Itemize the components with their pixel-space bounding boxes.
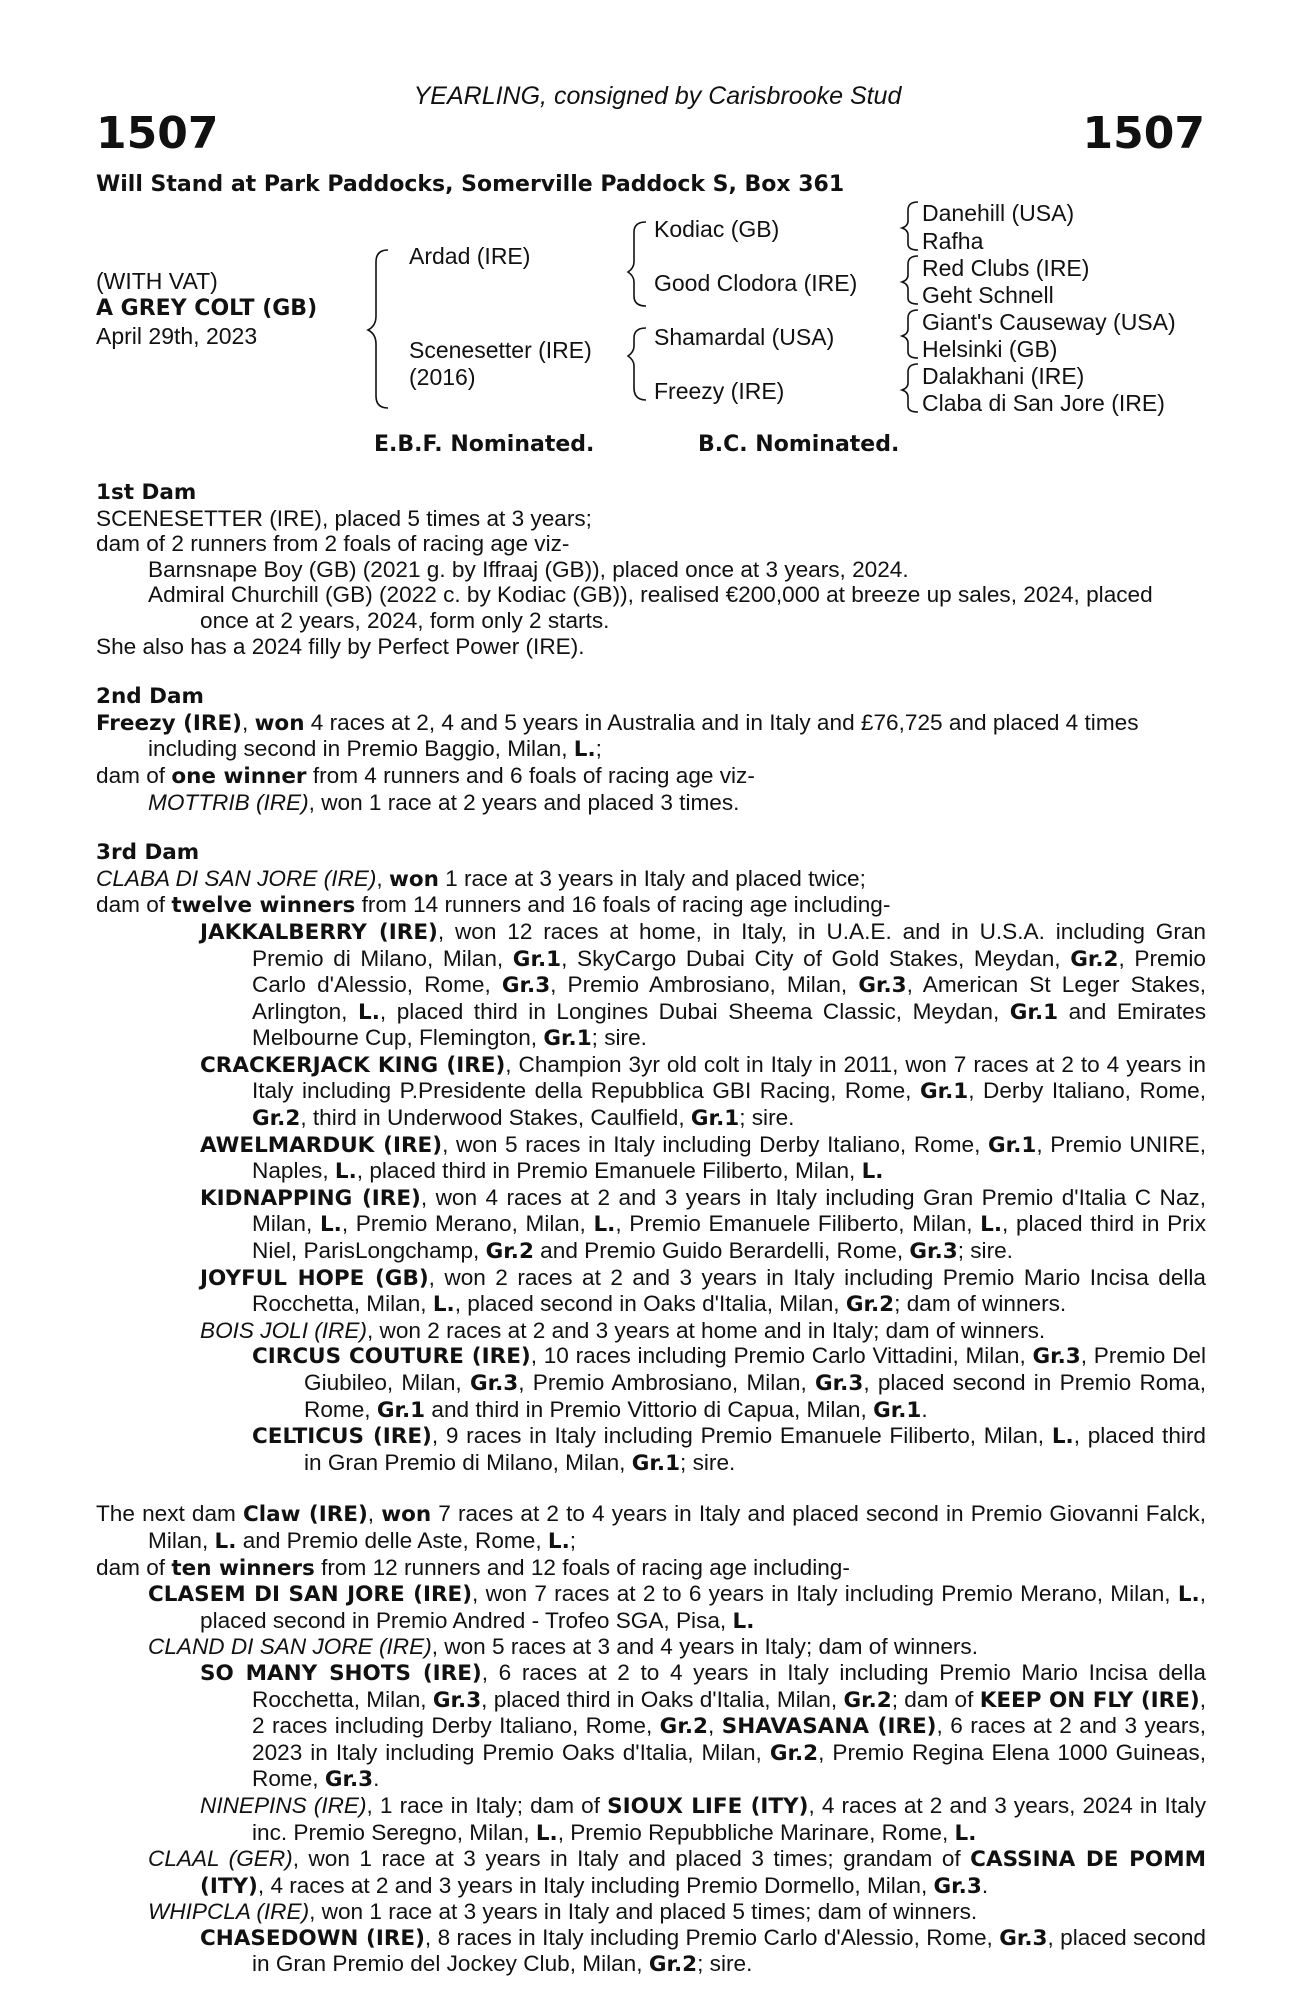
bold-run: CELTICUS (IRE) (252, 1424, 432, 1450)
bold-run: CIRCUS COUTURE (IRE) (252, 1344, 531, 1370)
family-entry (96, 1343, 1206, 1423)
bold-run: Gr.2 (485, 1239, 534, 1265)
text-run: , placed second in Premio Andred - Trofeo SGA, Pisa, (200, 1581, 1206, 1633)
text-run: . (981, 1872, 989, 1898)
family-entry (96, 1793, 1206, 1846)
bold-run: L. (334, 1159, 357, 1185)
text-run: , (242, 709, 255, 735)
bc-nomination: B.C. Nominated. (698, 432, 900, 457)
family-entry (96, 919, 1206, 1052)
text-run: , SkyCargo Dubai City of Gold Stakes, Meydan, (561, 945, 1071, 971)
pedigree-brackets (0, 0, 1315, 430)
bold-run: Gr.1 (543, 1026, 592, 1052)
foaling-date: April 29th, 2023 (96, 323, 258, 349)
text-run: 1 race at 3 years in Italy and placed twice; (438, 865, 866, 891)
consignment-line: YEARLING, consigned by Carisbrooke Stud (413, 82, 902, 110)
bold-run: Gr.3 (501, 973, 551, 999)
bold-run: Gr.1 (512, 946, 562, 972)
text-run: from 4 runners and 6 foals of racing age viz- (306, 762, 755, 788)
bold-run: Gr.1 (376, 1397, 426, 1423)
text-run: , third in Underwood Stakes, Caulfield, (300, 1105, 691, 1131)
gg-7: Dalakhani (IRE) (922, 363, 1085, 389)
text-run: from 14 runners and 16 foals of racing age including- (355, 892, 891, 918)
section-gap (96, 815, 1206, 840)
bold-run: L. (1051, 1424, 1074, 1450)
family-entry (96, 634, 1206, 660)
section-gap (96, 1476, 1206, 1501)
family-entry (96, 1634, 1206, 1660)
vat-note: (WITH VAT) (96, 268, 218, 294)
text-run: , (707, 1713, 722, 1739)
bold-run: ten winners (171, 1555, 315, 1581)
bold-run: Gr.1 (631, 1450, 681, 1476)
text-run: , 1 race in Italy; dam of (366, 1792, 608, 1818)
italic-run: CLABA DI SAN JORE (IRE) (96, 865, 377, 891)
text-run: ; dam of (891, 1686, 980, 1712)
bold-run: SHAVASANA (IRE) (721, 1714, 937, 1740)
italic-run: CLAAL (GER) (148, 1846, 293, 1872)
family-entry (96, 892, 1206, 919)
bold-run: Gr.3 (324, 1767, 374, 1793)
family-entry (96, 710, 1206, 763)
italic-run: WHIPCLA (IRE) (148, 1899, 310, 1925)
text-run: , 9 races in Italy including Premio Emanuele Filiberto, Milan, (431, 1423, 1052, 1449)
text-run: , Premio Del Giubileo, Milan, (304, 1343, 1206, 1395)
text-run: dam of (96, 892, 172, 918)
family-entry (96, 1660, 1206, 1793)
family-entry (96, 1846, 1206, 1899)
text-run: , Premio Emanuele Filiberto, Milan, (615, 1211, 981, 1237)
text-run: ; (569, 1527, 577, 1553)
text-run: She also has a 2024 filly by Perfect Power (IRE). (96, 633, 585, 659)
bold-run: Gr.3 (815, 1371, 864, 1396)
text-run: and Premio Guido Berardelli, Rome, (533, 1238, 910, 1264)
text-run: , placed third in Premio Emanuele Filiberto, Milan, (356, 1158, 862, 1184)
text-run: , 4 races at 2 and 3 years, 2024 in Italy inc. Premio Seregno, Milan, (252, 1792, 1206, 1845)
section-heading: 2nd Dam (96, 684, 204, 710)
bold-run: L. (732, 1608, 755, 1634)
bold-run: won (388, 866, 439, 892)
gg-5: Giant's Causeway (USA) (922, 309, 1176, 335)
bold-run: Gr.2 (252, 1106, 301, 1132)
bold-run: SIOUX LIFE (ITY) (607, 1793, 809, 1819)
text-run: , Premio UNIRE, Naples, (252, 1131, 1206, 1184)
bold-run: L. (593, 1212, 616, 1238)
italic-run: NINEPINS (IRE) (200, 1792, 367, 1818)
family-entry (96, 531, 1206, 557)
bold-run: Gr.3 (933, 1873, 982, 1899)
bold-run: Gr.2 (845, 1292, 895, 1318)
bold-run: Gr.2 (648, 1952, 698, 1978)
text-run: , won 2 races at 2 and 3 years at home and in Italy; dam of winners. (366, 1317, 1046, 1343)
gg-2: Rafha (922, 228, 984, 254)
lot-number-left: 1507 (96, 108, 219, 159)
text-run: , American St Leger Stakes, Arlington, (252, 972, 1206, 1024)
sire: Ardad (IRE) (409, 243, 531, 269)
text-run: , placed third in Longines Dubai Sheema Classic, Meydan, (379, 998, 1010, 1024)
bold-run: CLASEM DI SAN JORE (IRE) (148, 1582, 473, 1608)
text-run: from 12 runners and 12 foals of racing age including- (314, 1554, 850, 1580)
family-entry (96, 1423, 1206, 1476)
family-entry (96, 1899, 1206, 1925)
family-entry (96, 1501, 1206, 1554)
text-run: , Premio Merano, Milan, (341, 1211, 594, 1237)
sire-dam: Good Clodora (IRE) (654, 270, 858, 296)
text-run: , placed second in Premio Roma, Rome, (304, 1370, 1207, 1422)
text-run: Admiral Churchill (GB) (2022 c. by Kodiac (GB)), realised €200,000 at breeze up sales, 2024, placed once at 2 years, 2024, form only 2 starts. (148, 582, 1153, 633)
text-run: , won 5 races at 3 and 4 years in Italy; dam of winners. (431, 1634, 979, 1660)
text-run: , 4 races at 2 and 3 years in Italy including Premio Dormello, Milan, (257, 1872, 934, 1898)
text-run: and third in Premio Vittorio di Capua, Milan, (425, 1396, 874, 1422)
family-entry (96, 763, 1206, 790)
italic-run: CLAND DI SAN JORE (IRE) (148, 1634, 432, 1660)
bold-run: won (254, 710, 305, 736)
family-entry (96, 1581, 1206, 1634)
bold-run: Gr.3 (999, 1925, 1048, 1951)
text-run: ; dam of winners. (894, 1291, 1067, 1317)
bold-run: Gr.1 (988, 1132, 1037, 1158)
bold-run: L. (547, 1528, 570, 1554)
section-gap (96, 659, 1206, 684)
text-run: , placed second in Gran Premio del Jockey Club, Milan, (252, 1924, 1206, 1977)
text-run: , (376, 865, 389, 891)
text-run: , won 2 races at 2 and 3 years in Italy including Premio Mario Incisa della Rocchetta, Milan, (252, 1264, 1206, 1317)
text-run: , won 1 race at 2 years and placed 3 times. (308, 789, 740, 815)
text-run: dam of (96, 1554, 172, 1580)
text-run: ; sire. (739, 1105, 795, 1131)
bold-run: Gr.3 (469, 1371, 519, 1396)
bold-run: L. (319, 1212, 342, 1238)
text-run: , placed second in Oaks d'Italia, Milan, (454, 1291, 846, 1317)
text-run: , won 4 races at 2 and 3 years in Italy including Gran Premio d'Italia C Naz, Milan, (252, 1184, 1206, 1237)
bold-run: L. (861, 1159, 884, 1185)
italic-run: MOTTRIB (IRE) (148, 789, 309, 815)
sire-sire: Kodiac (GB) (654, 216, 780, 242)
dam-sire: Shamardal (USA) (654, 324, 835, 350)
bold-run: Gr.2 (659, 1714, 708, 1740)
gg-3: Red Clubs (IRE) (922, 255, 1090, 281)
text-run: , 10 races including Premio Carlo Vittadini, Milan, (530, 1343, 1033, 1369)
bold-run: Claw (IRE) (243, 1502, 368, 1528)
text-run: , Premio Ambrosiano, Milan, (518, 1370, 815, 1395)
text-run: ; sire. (680, 1449, 736, 1475)
bold-run: Freezy (IRE) (96, 710, 242, 736)
family-entry (96, 790, 1206, 816)
text-run: , Champion 3yr old colt in Italy in 2011, won 7 races at 2 to 4 years in Italy including P.Presidente della Repubblica GBI Racing, Rome, (252, 1051, 1206, 1104)
text-run: ; (595, 736, 602, 762)
family-entry (96, 557, 1206, 583)
text-run: ; sire. (697, 1951, 753, 1977)
text-run: , won 5 races in Italy including Derby Italiano, Rome, (442, 1131, 989, 1157)
stand-location: Will Stand at Park Paddocks, Somerville Paddock S, Box 361 (96, 172, 845, 197)
gg-1: Danehill (USA) (922, 200, 1075, 226)
bold-run: L. (573, 737, 596, 763)
dam: Scenesetter (IRE) (409, 337, 592, 363)
text-run: , placed third in Oaks d'Italia, Milan, (481, 1686, 844, 1712)
bold-run: L. (214, 1528, 237, 1554)
text-run: . (921, 1396, 928, 1422)
text-run: , 6 races at 2 to 4 years in Italy including Premio Mario Incisa della Rocchetta, Milan, (252, 1659, 1206, 1712)
bold-run: L. (358, 999, 380, 1025)
text-run: SCENESETTER (IRE), placed 5 times at 3 years; (96, 505, 592, 531)
text-run: . (373, 1766, 380, 1792)
text-run: , 6 races at 2 and 3 years, 2023 in Italy including Premio Oaks d'Italia, Milan, (252, 1713, 1206, 1765)
bold-run: CHASEDOWN (IRE) (200, 1925, 425, 1951)
bold-run: L. (432, 1292, 455, 1318)
bold-run: SO MANY SHOTS (IRE) (200, 1660, 482, 1686)
text-run: 7 races at 2 to 4 years in Italy and placed second in Premio Giovanni Falck, Milan, (148, 1501, 1206, 1553)
family-entry (96, 506, 1206, 532)
family-entry (96, 1132, 1206, 1185)
bold-run: KIDNAPPING (IRE) (200, 1185, 421, 1211)
ebf-nomination: E.B.F. Nominated. (374, 432, 595, 457)
family-entry (96, 1185, 1206, 1265)
bold-run: Gr.3 (432, 1687, 482, 1713)
text-run: , 2 races including Derby Italiano, Rome, (252, 1686, 1207, 1739)
text-run: , won 12 races at home, in Italy, in U.A.E. and in U.S.A. including Gran Premio di Milano, Milan, (252, 918, 1206, 971)
text-run: ; sire. (957, 1238, 1013, 1264)
bold-run: L. (954, 1820, 977, 1846)
bold-run: CRACKERJACK KING (IRE) (200, 1052, 506, 1078)
bold-run: CASSINA DE POMM (ITY) (200, 1847, 1206, 1899)
text-run: dam of 2 runners from 2 foals of racing age viz- (96, 531, 570, 557)
bold-run: Gr.1 (1009, 999, 1059, 1025)
dam-dam: Freezy (IRE) (654, 378, 785, 404)
text-run: , Premio Repubbliche Marinare, Rome, (557, 1819, 955, 1845)
bold-run: Gr.2 (769, 1740, 819, 1766)
bold-run: won (381, 1502, 432, 1528)
text-run: , placed third in Gran Premio di Milano, Milan, (304, 1423, 1206, 1475)
gg-6: Helsinki (GB) (922, 336, 1058, 362)
text-run: , won 1 race at 3 years in Italy and placed 3 times; grandam of (292, 1846, 971, 1872)
section-heading: 1st Dam (96, 480, 197, 505)
text-run: , Premio Carlo d'Alessio, Rome, (252, 945, 1206, 998)
family-entry (96, 1555, 1206, 1582)
text-run: , Premio Regina Elena 1000 Guineas, Rome, (252, 1739, 1206, 1792)
bold-run: Gr.1 (873, 1397, 922, 1423)
bold-run: JOYFUL HOPE (GB) (200, 1265, 429, 1291)
bold-run: JAKKALBERRY (IRE) (200, 919, 438, 945)
bold-run: Gr.3 (1032, 1344, 1081, 1370)
lot-number-right: 1507 (1082, 108, 1205, 159)
text-run: and Premio delle Aste, Rome, (236, 1527, 548, 1553)
gg-8: Claba di San Jore (IRE) (922, 390, 1165, 416)
bold-run: Gr.1 (919, 1079, 969, 1105)
family-entry (96, 1925, 1206, 1978)
italic-run: BOIS JOLI (IRE) (200, 1317, 367, 1343)
family-entry (96, 1318, 1206, 1344)
section-heading: 3rd Dam (96, 840, 200, 866)
bold-run: Gr.3 (909, 1239, 958, 1265)
text-run: and Emirates Melbourne Cup, Flemington, (252, 998, 1206, 1051)
text-run: 4 races at 2, 4 and 5 years in Australia and in Italy and £76,725 and placed 4 times including second in Premio Baggio, Milan, (148, 709, 1139, 762)
text-run: ; sire. (591, 1025, 647, 1051)
bold-run: twelve winners (171, 893, 356, 919)
bold-run: Gr.2 (1070, 946, 1119, 972)
bold-run: KEEP ON FLY (IRE) (979, 1687, 1200, 1713)
family-entry (96, 1265, 1206, 1318)
bold-run: AWELMARDUK (IRE) (200, 1132, 443, 1158)
bold-run: Gr.3 (858, 973, 907, 999)
horse-name: A GREY COLT (GB) (96, 296, 318, 321)
text-run: The next dam (96, 1501, 244, 1527)
text-run: dam of (96, 762, 172, 788)
dam-year: (2016) (409, 364, 476, 390)
text-run: , Derby Italiano, Rome, (968, 1078, 1206, 1104)
bold-run: Gr.2 (843, 1687, 892, 1713)
gg-4: Geht Schnell (922, 282, 1054, 308)
text-run: Barnsnape Boy (GB) (2021 g. by Iffraaj (GB)), placed once at 3 years, 2024. (148, 556, 909, 582)
family-entry (96, 1052, 1206, 1132)
family-entry (96, 582, 1206, 633)
family-details (96, 480, 1206, 1978)
family-entry (96, 866, 1206, 893)
bold-run: L. (535, 1820, 558, 1846)
text-run: , 8 races in Italy including Premio Carlo d'Alessio, Rome, (424, 1924, 1000, 1950)
text-run: , placed third in Prix Niel, ParisLongchamp, (252, 1211, 1206, 1264)
bold-run: one winner (171, 763, 307, 789)
text-run: , Premio Ambrosiano, Milan, (550, 972, 859, 998)
text-run: , won 1 race at 3 years in Italy and placed 5 times; dam of winners. (309, 1899, 978, 1925)
text-run: , won 7 races at 2 to 6 years in Italy including Premio Merano, Milan, (472, 1581, 1178, 1607)
bold-run: L. (980, 1212, 1003, 1238)
bold-run: Gr.1 (690, 1106, 740, 1132)
bold-run: L. (1177, 1582, 1200, 1608)
text-run: , (367, 1501, 382, 1527)
